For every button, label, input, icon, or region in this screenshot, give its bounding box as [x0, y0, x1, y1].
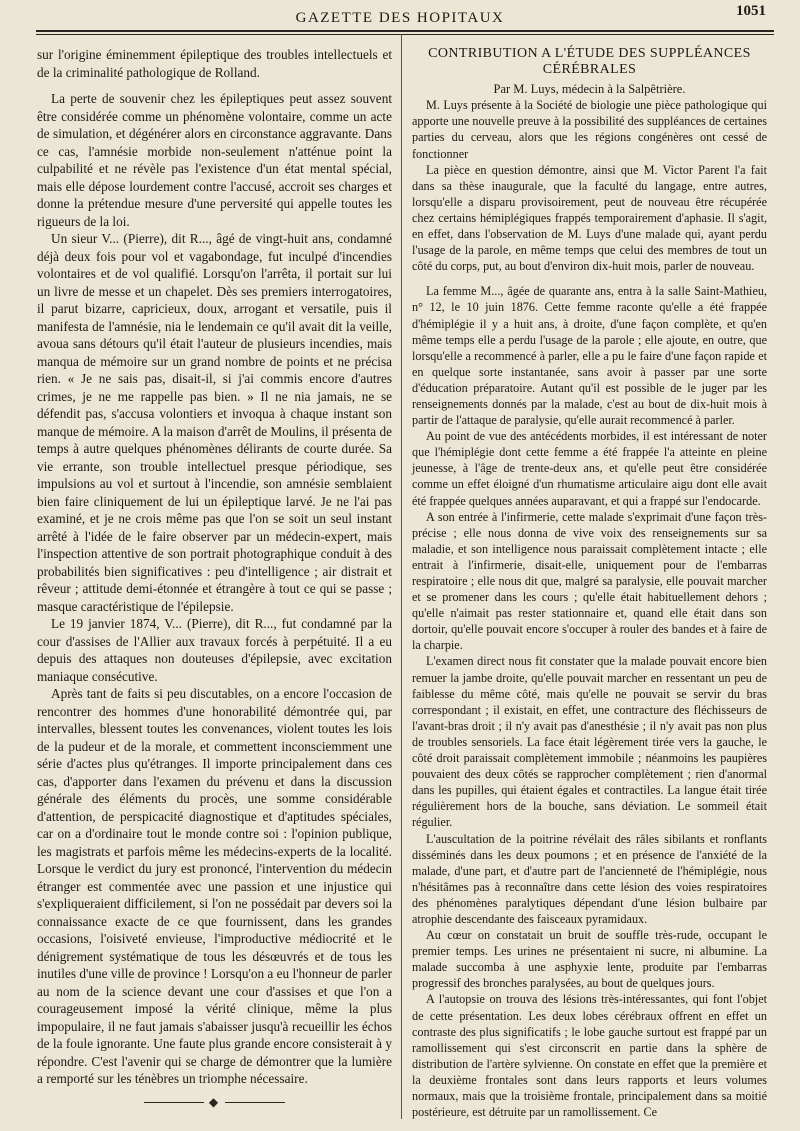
- column-divider: [401, 34, 402, 1119]
- paragraph: M. Luys présente à la Société de biologie une pièce pathologique qui apporte une nouvelle preuve à la possibilité des suppléances de certaines parties du cerveau, alors que les régions congénères ont cessé de fonctionner: [412, 98, 767, 161]
- paragraph: Après tant de faits si peu discutables, on a encore l'occasion de rencontrer des hommes d'une honorabilité démontrée qui, par intervalles, blessent toutes les convenances, violent toutes les lois de la pudeur et de la morale, et commettent inconsciemment une série d'actes plus qu'étranges. Il importe principalement dans ces cas, d'apporter dans l'examen du prévenu et dans la discussion générale des éléments du procès, une somme considérable d'attention, de perspicacité diagnostique et d'aptitudes spéciales, car on a d'ordinaire tout le monde contre soi : l'opinion publique, les magistrats et parfois même les médecins-experts de la localité. Lorsque le verdict du jury est prononcé, l'intervention du médecin étranger est commentée avec une passion et une injustice qui s'expliqueraient difficilement, si l'on ne possédait par devers soi la connaissance exacte de ce que fournissent, dans les grandes occasions, l'oisiveté envieuse, l'improductive médiocrité et le dénigrement systématique de tous les désœuvrés et de tous les inutiles d'une ville de province ! Lorsqu'on a eu l'honneur de parler au nom de la science devant une cour d'assises et que l'on a courageusement imposé la vérité clinique, même la plus impopulaire, il ne faut jamais s'abaisser jusqu'à recueillir les échos de la foule ignorante. Une faute plus grande encore consisterait à y répondre. C'est l'avenir qui se charge de démontrer que la lumière a remporté sur les ténèbres un triomphe nécessaire.: [37, 686, 392, 1086]
- paragraph: Le 19 janvier 1874, V... (Pierre), dit R..., fut condamné par la cour d'assises de l'Allier aux travaux forcés à perpétuité. Il a eu depuis des attaques non douteuses d'épilepsie, avec excitation maniaque consécutive.: [37, 616, 392, 684]
- paragraph: La pièce en question démontre, ainsi que M. Victor Parent l'a fait dans sa thèse inaugurale, que la faculté du langage, entre autres, lorsqu'elle a disparu provisoirement, peut de nouveau être récupérée chez certains hémiplégiques frappés temporairement d'aphasie. Il s'agit, en effet, dans l'observation de M. Luys d'une malade qui, ayant perdu l'usage de la parole, en même temps que celui des membres de tout un côté du corps, put, au bout d'environ dix-huit mois, parler de nouveau.: [412, 162, 767, 274]
- paragraph: sur l'origine éminemment épileptique des troubles intellectuels et de la criminalité pathologique de Rolland.: [37, 47, 392, 80]
- paragraph: Un sieur V... (Pierre), dit R..., âgé de vingt-huit ans, condamné déjà deux fois pour vol et vagabondage, fut inculpé d'incendies volontaires et de vol qualifié. Lorsqu'on l'arrêta, il portait sur lui un livre de messe et un chapelet. Dès ses premiers interrogatoires, il parut bizarre, capricieux, doux, arrogant et versatile, puis il manifesta de l'amnésie, nia le lendemain ce qu'il avait dit la veille, avoua sans détours qu'il était l'auteur de plusieurs incendies, mais manqua de mémoire sur un grand nombre de points et ne précisa rien. « Je ne sais pas, disait-il, si j'ai commis encore d'autres crimes, je ne me rappelle pas bien. » Il ne nia jamais, ne se défendit pas, s'accusa volontiers et invoqua à chaque instant son manque de mémoire. A la maison d'arrêt de Moulins, il présenta de temps à autre quelques phénomènes délirants de courte durée. Sa vie errante, son trouble intellectuel presque périodique, ses impulsions au vol et surtout à l'incendie, son amnésie semblaient bien faire cliniquement de lui un épileptique larvé. Je ne l'ai pas examiné, et je ne crois même pas que l'on se soit un seul instant arrêté à l'idée de le faire observer par un médecin-expert, mais l'inspection attentive de son portrait photographique conduit à des probabilités bien significatives : peu d'intelligence ; air distrait et rêveur ; attitude demi-étonnée et étrangère à tout ce qui se passe ; masque caractéristique de l'épilepsie.: [37, 231, 392, 614]
- paragraph: La femme M..., âgée de quarante ans, entra à la salle Saint-Mathieu, n° 12, le 10 juin 1876. Cette femme raconte qu'elle a été frappée d'hémiplégie il y a huit ans, à droite, d'une façon complète, et qu'en même temps elle a perdu l'usage de la parole ; elle ajoute, en outre, que lorsqu'elle a recommencé à parler, elle a pu le faire d'une façon rapide et en quelque sorte instantanée, sans avoir à passer par une sorte d'éducation préparatoire. Autant qu'il est possible de le juger par les renseignements donnés par la malade, c'est au bout de dix-huit mois à partir de l'attaque de paralysie, qu'elle aurait recommencé à parler.: [412, 284, 767, 428]
- paragraph: L'examen direct nous fit constater que la malade pouvait encore bien remuer la jambe droite, qu'elle pouvait marcher en ressentant un peu de faiblesse du même côté, mais qu'elle ne pouvait se servir du bras correspondant ; il existait, en effet, une contracture des fléchisseurs de l'avant-bras droit ; il n'y avait pas d'anesthésie ; il n'y avait pas non plus de troubles sensoriels. La face était légèrement tirée vers la gauche, le côté droit paraissait complètement immobile ; néanmoins les paupières pouvaient des deux côtés se rapprocher complètement ; rien d'anormal dans les pupilles, qui étaient égales et contractiles. La langue était tirée régulièrement hors de la bouche, sans déviation. Le sommeil était régulier.: [412, 654, 767, 830]
- page-number: 1051: [736, 3, 766, 19]
- paragraph: La perte de souvenir chez les épileptiques peut assez souvent être considérée comme un phénomène volontaire, comme un acte de simulation, et dégénérer alors en circonstance aggravante. Dans ce cas, l'amnésie morbide non-seulement n'atténue point la culpabilité et ne révèle pas l'existence d'un état mental spécial, mais elle dépose lourdement contre l'accusé, accroit ses charges et donne la prétendue mesure d'une perversité qui appelle toutes les rigueurs de la loi.: [37, 91, 392, 229]
- paragraph: A son entrée à l'infirmerie, cette malade s'exprimait d'une façon très-précise ; elle nous donna de vive voix des renseignements sur sa maladie, et son intelligence nous paraissait complètement intacte ; elle entrait à l'infirmerie, disait-elle, uniquement pour de l'embarras respiratoire ; elle nous dit que, malgré sa paralysie, elle pouvait marcher et se promener dans les cours ; qu'elle était habituellement dehors ; qu'elle n'aimait pas rester stationnaire et, quand elle était dans son dortoir, qu'elle pouvait encore s'occuper à rouler des bandes et à faire de la charpie.: [412, 509, 767, 653]
- paragraph: A l'autopsie on trouva des lésions très-intéressantes, qui font l'objet de cette présentation. Les deux lobes cérébraux offrent en effet un contraste des plus significatifs ; le lobe gauche surtout est frappé par un ramollissement qui s'est circonscrit en partie dans la sphère de distribution de l'artère sylvienne. On constate en effet que la première et la deuxième frontales sont dans leurs rapports et leurs volumes normaux, mais que la troisième frontale, principalement dans sa moitié postérieure, est détruite par un ramollissement. Ce: [412, 992, 767, 1120]
- right-column: [412, 46, 767, 1120]
- article-title: CONTRIBUTION A L'ÉTUDE DES SUPPLÉANCES CÉRÉBRALES: [428, 46, 751, 78]
- paragraph: Au cœur on constatait un bruit de souffle très-rude, occupant le premier temps. Les urines ne présentaient ni sucre, ni albumine. La malade succomba à une asphyxie lente, produite par l'embarras progressif des bronches paralysées, au bout de quelques jours.: [412, 928, 767, 991]
- left-column: [37, 46, 392, 1111]
- paragraph: Au point de vue des antécédents morbides, il est intéressant de noter que l'hémiplégie dont cette femme a été frappée l'a atteinte en pleine jeunesse, à l'âge de trente-deux ans, et qu'elle peut être considérée comme un effet éloigné d'un rhumatisme articulaire aigu dont elle avait été frappée quelques années auparavant, et qui a frappé sur l'endocarde.: [412, 429, 767, 508]
- journal-title: GAZETTE DES HOPITAUX: [295, 10, 505, 26]
- end-ornament: ◆: [37, 1094, 392, 1112]
- paragraph: L'auscultation de la poitrine révélait des râles sibilants et ronflants disséminés dans les deux poumons ; et en présence de l'anxiété de la malade, d'une part, et d'autre part de l'ancienneté de l'hémiplégie, nous n'hésitâmes pas à reconnaître dans cette lésion des voies respiratoires des phénomènes paralytiques dépendant d'une lésion bulbaire par atrophie descendante des faisceaux pyramidaux.: [412, 831, 767, 926]
- header-rule: [36, 30, 774, 35]
- article-byline: Par M. Luys, médecin à la Salpêtrière.: [493, 82, 686, 97]
